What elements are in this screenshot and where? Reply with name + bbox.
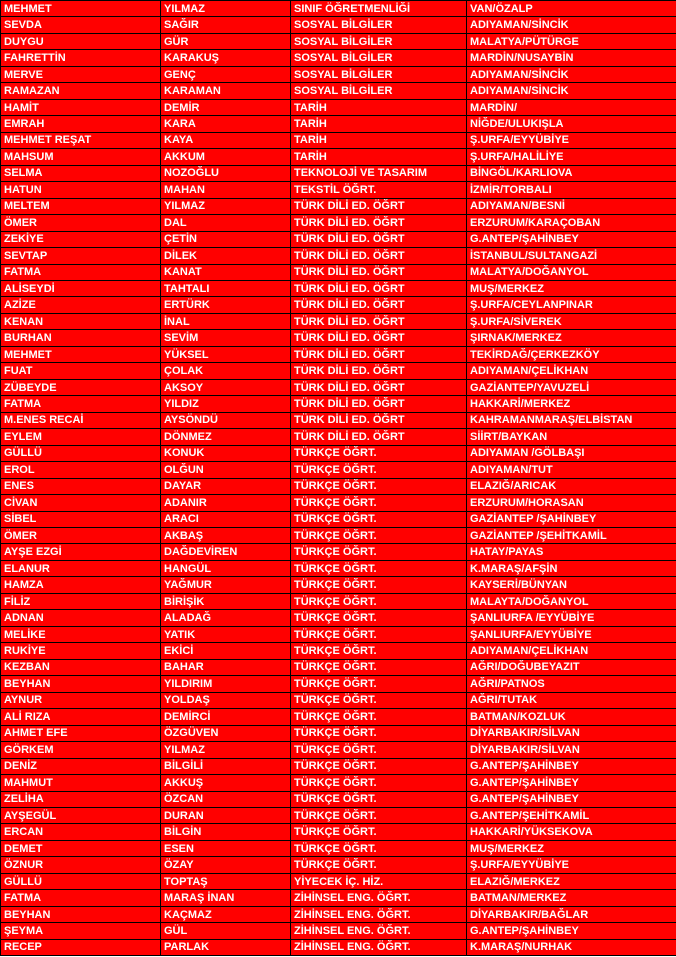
first-name-cell: DENİZ — [1, 758, 161, 774]
table-row — [1, 807, 676, 823]
first-name-cell: FATMA — [1, 396, 161, 412]
branch-cell: TÜRK DİLİ ED. ÖĞRT — [291, 231, 467, 247]
branch-cell: SINIF ÖĞRETMENLİĞİ — [291, 1, 467, 17]
location-cell: ADIYAMAN/ÇELİKHAN — [467, 643, 676, 659]
location-cell: BİNGÖL/KARLIOVA — [467, 165, 676, 181]
location-cell: ADIYAMAN/TUT — [467, 462, 676, 478]
first-name-cell: ADNAN — [1, 610, 161, 626]
branch-cell: TEKSTİL ÖĞRT. — [291, 182, 467, 198]
first-name-cell: HAMZA — [1, 577, 161, 593]
location-cell: ERZURUM/HORASAN — [467, 495, 676, 511]
branch-cell: ZİHİNSEL ENG. ÖĞRT. — [291, 923, 467, 939]
first-name-cell: BURHAN — [1, 330, 161, 346]
branch-cell: TÜRKÇE ÖĞRT. — [291, 775, 467, 791]
branch-cell: TÜRK DİLİ ED. ÖĞRT — [291, 264, 467, 280]
last-name-cell: YÜKSEL — [161, 346, 291, 362]
first-name-cell: RAMAZAN — [1, 83, 161, 99]
last-name-cell: ADANIR — [161, 495, 291, 511]
branch-cell: TÜRKÇE ÖĞRT. — [291, 692, 467, 708]
branch-cell: TÜRKÇE ÖĞRT. — [291, 840, 467, 856]
location-cell: HATAY/PAYAS — [467, 544, 676, 560]
branch-cell: TÜRK DİLİ ED. ÖĞRT — [291, 346, 467, 362]
first-name-cell: DUYGU — [1, 33, 161, 49]
table-row — [1, 280, 676, 296]
branch-cell: TÜRKÇE ÖĞRT. — [291, 643, 467, 659]
last-name-cell: AKKUŞ — [161, 775, 291, 791]
location-cell: MARDİN/NUSAYBİN — [467, 50, 676, 66]
location-cell: MUŞ/MERKEZ — [467, 840, 676, 856]
last-name-cell: KANAT — [161, 264, 291, 280]
branch-cell: TARİH — [291, 99, 467, 115]
first-name-cell: RUKİYE — [1, 643, 161, 659]
table-row — [1, 198, 676, 214]
branch-cell: TÜRKÇE ÖĞRT. — [291, 577, 467, 593]
table-row — [1, 346, 676, 362]
first-name-cell: MELTEM — [1, 198, 161, 214]
branch-cell: TÜRK DİLİ ED. ÖĞRT — [291, 330, 467, 346]
last-name-cell: ÇETİN — [161, 231, 291, 247]
table-row — [1, 99, 676, 115]
location-cell: NİĞDE/ULUKIŞLA — [467, 116, 676, 132]
location-cell: ERZURUM/KARAÇOBAN — [467, 215, 676, 231]
last-name-cell: GÜR — [161, 33, 291, 49]
branch-cell: TÜRKÇE ÖĞRT. — [291, 610, 467, 626]
table-row — [1, 643, 676, 659]
location-cell: G.ANTEP/ŞEHİTKAMİL — [467, 807, 676, 823]
location-cell: G.ANTEP/ŞAHİNBEY — [467, 758, 676, 774]
last-name-cell: OLĞUN — [161, 462, 291, 478]
branch-cell: SOSYAL BİLGİLER — [291, 66, 467, 82]
table-row — [1, 165, 676, 181]
branch-cell: TÜRK DİLİ ED. ÖĞRT — [291, 379, 467, 395]
location-cell: Ş.URFA/EYYÜBİYE — [467, 857, 676, 873]
location-cell: ŞANLIURFA /EYYÜBİYE — [467, 610, 676, 626]
first-name-cell: AHMET EFE — [1, 725, 161, 741]
table-row — [1, 906, 676, 922]
table-row — [1, 528, 676, 544]
branch-cell: SOSYAL BİLGİLER — [291, 83, 467, 99]
table-row — [1, 478, 676, 494]
location-cell: GAZİANTEP /ŞAHİNBEY — [467, 511, 676, 527]
first-name-cell: GÜLLÜ — [1, 873, 161, 889]
branch-cell: TÜRKÇE ÖĞRT. — [291, 544, 467, 560]
location-cell: AĞRI/PATNOS — [467, 676, 676, 692]
branch-cell: TÜRK DİLİ ED. ÖĞRT — [291, 215, 467, 231]
location-cell: İZMİR/TORBALI — [467, 182, 676, 198]
location-cell: SİİRT/BAYKAN — [467, 429, 676, 445]
first-name-cell: CİVAN — [1, 495, 161, 511]
first-name-cell: BEYHAN — [1, 676, 161, 692]
table-row — [1, 215, 676, 231]
last-name-cell: SEVİM — [161, 330, 291, 346]
location-cell: DİYARBAKIR/SİLVAN — [467, 725, 676, 741]
location-cell: İSTANBUL/SULTANGAZİ — [467, 248, 676, 264]
branch-cell: TÜRKÇE ÖĞRT. — [291, 593, 467, 609]
first-name-cell: ŞEYMA — [1, 923, 161, 939]
first-name-cell: ZELİHA — [1, 791, 161, 807]
branch-cell: TÜRK DİLİ ED. ÖĞRT — [291, 198, 467, 214]
last-name-cell: ÖZAY — [161, 857, 291, 873]
last-name-cell: SAĞIR — [161, 17, 291, 33]
first-name-cell: ALİSEYDİ — [1, 280, 161, 296]
table-row — [1, 1, 676, 17]
location-cell: ADIYAMAN/BESNİ — [467, 198, 676, 214]
branch-cell: TÜRKÇE ÖĞRT. — [291, 495, 467, 511]
location-cell: ŞIRNAK/MERKEZ — [467, 330, 676, 346]
last-name-cell: DEMİRCİ — [161, 709, 291, 725]
first-name-cell: ÖMER — [1, 215, 161, 231]
last-name-cell: YAĞMUR — [161, 577, 291, 593]
location-cell: ADIYAMAN/ÇELİKHAN — [467, 363, 676, 379]
location-cell: BATMAN/KOZLUK — [467, 709, 676, 725]
first-name-cell: HATUN — [1, 182, 161, 198]
branch-cell: TÜRKÇE ÖĞRT. — [291, 758, 467, 774]
branch-cell: TÜRKÇE ÖĞRT. — [291, 709, 467, 725]
last-name-cell: HANGÜL — [161, 560, 291, 576]
last-name-cell: YILMAZ — [161, 198, 291, 214]
last-name-cell: BAHAR — [161, 659, 291, 675]
table-body — [1, 1, 676, 956]
table-row — [1, 676, 676, 692]
first-name-cell: MEHMET REŞAT — [1, 132, 161, 148]
first-name-cell: ÖMER — [1, 528, 161, 544]
last-name-cell: AKSOY — [161, 379, 291, 395]
last-name-cell: BİLGİN — [161, 824, 291, 840]
first-name-cell: SİBEL — [1, 511, 161, 527]
branch-cell: ZİHİNSEL ENG. ÖĞRT. — [291, 906, 467, 922]
branch-cell: TÜRK DİLİ ED. ÖĞRT — [291, 363, 467, 379]
table-row — [1, 544, 676, 560]
first-name-cell: MAHMUT — [1, 775, 161, 791]
table-row — [1, 116, 676, 132]
branch-cell: TÜRK DİLİ ED. ÖĞRT — [291, 396, 467, 412]
table-row — [1, 330, 676, 346]
last-name-cell: GÜL — [161, 923, 291, 939]
first-name-cell: ZEKİYE — [1, 231, 161, 247]
location-cell: G.ANTEP/ŞAHİNBEY — [467, 231, 676, 247]
location-cell: Ş.URFA/EYYÜBİYE — [467, 132, 676, 148]
first-name-cell: RECEP — [1, 939, 161, 955]
first-name-cell: SEVTAP — [1, 248, 161, 264]
first-name-cell: DEMET — [1, 840, 161, 856]
location-cell: ADIYAMAN/SİNCİK — [467, 17, 676, 33]
branch-cell: TÜRKÇE ÖĞRT. — [291, 807, 467, 823]
branch-cell: TÜRK DİLİ ED. ÖĞRT — [291, 412, 467, 428]
location-cell: HAKKARİ/MERKEZ — [467, 396, 676, 412]
last-name-cell: NOZOĞLU — [161, 165, 291, 181]
branch-cell: TARİH — [291, 116, 467, 132]
table-row — [1, 182, 676, 198]
table-row — [1, 725, 676, 741]
branch-cell: TÜRKÇE ÖĞRT. — [291, 824, 467, 840]
table-row — [1, 264, 676, 280]
location-cell: AĞRI/TUTAK — [467, 692, 676, 708]
first-name-cell: EMRAH — [1, 116, 161, 132]
branch-cell: TÜRK DİLİ ED. ÖĞRT — [291, 248, 467, 264]
location-cell: Ş.URFA/SİVEREK — [467, 313, 676, 329]
last-name-cell: BİRİŞİK — [161, 593, 291, 609]
location-cell: HAKKARİ/YÜKSEKOVA — [467, 824, 676, 840]
first-name-cell: FUAT — [1, 363, 161, 379]
table-row — [1, 445, 676, 461]
first-name-cell: FATMA — [1, 890, 161, 906]
branch-cell: TÜRKÇE ÖĞRT. — [291, 676, 467, 692]
last-name-cell: AKBAŞ — [161, 528, 291, 544]
table-row — [1, 313, 676, 329]
table-row — [1, 873, 676, 889]
table-row — [1, 593, 676, 609]
table-row — [1, 939, 676, 955]
table-row — [1, 840, 676, 856]
first-name-cell: KEZBAN — [1, 659, 161, 675]
last-name-cell: ÖZCAN — [161, 791, 291, 807]
last-name-cell: YOLDAŞ — [161, 692, 291, 708]
last-name-cell: YILDIZ — [161, 396, 291, 412]
last-name-cell: BİLGİLİ — [161, 758, 291, 774]
table-row — [1, 824, 676, 840]
last-name-cell: YILDIRIM — [161, 676, 291, 692]
first-name-cell: ÖZNUR — [1, 857, 161, 873]
location-cell: G.ANTEP/ŞAHİNBEY — [467, 923, 676, 939]
table-row — [1, 577, 676, 593]
last-name-cell: KARAMAN — [161, 83, 291, 99]
branch-cell: TÜRK DİLİ ED. ÖĞRT — [291, 429, 467, 445]
location-cell: GAZİANTEP/YAVUZELİ — [467, 379, 676, 395]
branch-cell: SOSYAL BİLGİLER — [291, 33, 467, 49]
last-name-cell: KARA — [161, 116, 291, 132]
table-row — [1, 379, 676, 395]
last-name-cell: DAL — [161, 215, 291, 231]
table-row — [1, 742, 676, 758]
branch-cell: TÜRKÇE ÖĞRT. — [291, 560, 467, 576]
last-name-cell: KARAKUŞ — [161, 50, 291, 66]
location-cell: ADIYAMAN/SİNCİK — [467, 66, 676, 82]
last-name-cell: ALADAĞ — [161, 610, 291, 626]
table-row — [1, 363, 676, 379]
table-row — [1, 149, 676, 165]
location-cell: GAZİANTEP /ŞEHİTKAMİL — [467, 528, 676, 544]
location-cell: MUŞ/MERKEZ — [467, 280, 676, 296]
table-row — [1, 692, 676, 708]
location-cell: G.ANTEP/ŞAHİNBEY — [467, 791, 676, 807]
first-name-cell: AZİZE — [1, 297, 161, 313]
first-name-cell: KENAN — [1, 313, 161, 329]
first-name-cell: AYŞE EZGİ — [1, 544, 161, 560]
branch-cell: TÜRKÇE ÖĞRT. — [291, 725, 467, 741]
first-name-cell: MAHSUM — [1, 149, 161, 165]
branch-cell: TÜRKÇE ÖĞRT. — [291, 478, 467, 494]
location-cell: Ş.URFA/CEYLANPINAR — [467, 297, 676, 313]
first-name-cell: GÖRKEM — [1, 742, 161, 758]
location-cell: ŞANLIURFA/EYYÜBİYE — [467, 626, 676, 642]
location-cell: KAYSERİ/BÜNYAN — [467, 577, 676, 593]
first-name-cell: M.ENES RECAİ — [1, 412, 161, 428]
last-name-cell: KAÇMAZ — [161, 906, 291, 922]
table-row — [1, 462, 676, 478]
table-row — [1, 33, 676, 49]
last-name-cell: DAĞDEVİREN — [161, 544, 291, 560]
branch-cell: TARİH — [291, 132, 467, 148]
last-name-cell: KONUK — [161, 445, 291, 461]
first-name-cell: SELMA — [1, 165, 161, 181]
location-cell: TEKİRDAĞ/ÇERKEZKÖY — [467, 346, 676, 362]
location-cell: KAHRAMANMARAŞ/ELBİSTAN — [467, 412, 676, 428]
table-row — [1, 17, 676, 33]
last-name-cell: DİLEK — [161, 248, 291, 264]
branch-cell: TÜRKÇE ÖĞRT. — [291, 528, 467, 544]
table-row — [1, 396, 676, 412]
location-cell: K.MARAŞ/NURHAK — [467, 939, 676, 955]
branch-cell: ZİHİNSEL ENG. ÖĞRT. — [291, 890, 467, 906]
branch-cell: TÜRKÇE ÖĞRT. — [291, 511, 467, 527]
first-name-cell: FATMA — [1, 264, 161, 280]
first-name-cell: EYLEM — [1, 429, 161, 445]
branch-cell: TARİH — [291, 149, 467, 165]
table-row — [1, 83, 676, 99]
location-cell: BATMAN/MERKEZ — [467, 890, 676, 906]
branch-cell: TÜRKÇE ÖĞRT. — [291, 626, 467, 642]
table-row — [1, 231, 676, 247]
location-cell: K.MARAŞ/AFŞİN — [467, 560, 676, 576]
first-name-cell: GÜLLÜ — [1, 445, 161, 461]
table-row — [1, 758, 676, 774]
last-name-cell: DÖNMEZ — [161, 429, 291, 445]
first-name-cell: MEHMET — [1, 1, 161, 17]
first-name-cell: FİLİZ — [1, 593, 161, 609]
first-name-cell: SEVDA — [1, 17, 161, 33]
last-name-cell: ESEN — [161, 840, 291, 856]
last-name-cell: KAYA — [161, 132, 291, 148]
table-row — [1, 659, 676, 675]
location-cell: MALATYA/DOĞANYOL — [467, 264, 676, 280]
table-row — [1, 132, 676, 148]
location-cell: DİYARBAKIR/SİLVAN — [467, 742, 676, 758]
last-name-cell: ÖZGÜVEN — [161, 725, 291, 741]
last-name-cell: MARAŞ İNAN — [161, 890, 291, 906]
first-name-cell: MELİKE — [1, 626, 161, 642]
last-name-cell: MAHAN — [161, 182, 291, 198]
first-name-cell: AYŞEGÜL — [1, 807, 161, 823]
last-name-cell: ÇOLAK — [161, 363, 291, 379]
first-name-cell: ZÜBEYDE — [1, 379, 161, 395]
table-row — [1, 248, 676, 264]
last-name-cell: ARACI — [161, 511, 291, 527]
last-name-cell: DEMİR — [161, 99, 291, 115]
last-name-cell: YATIK — [161, 626, 291, 642]
table-row — [1, 511, 676, 527]
table-row — [1, 923, 676, 939]
last-name-cell: TAHTALI — [161, 280, 291, 296]
branch-cell: YİYECEK İÇ. HİZ. — [291, 873, 467, 889]
table-row — [1, 50, 676, 66]
table-row — [1, 66, 676, 82]
last-name-cell: İNAL — [161, 313, 291, 329]
table-row — [1, 857, 676, 873]
table-row — [1, 429, 676, 445]
branch-cell: SOSYAL BİLGİLER — [291, 17, 467, 33]
location-cell: MALAYTA/DOĞANYOL — [467, 593, 676, 609]
table-row — [1, 297, 676, 313]
last-name-cell: AKKUM — [161, 149, 291, 165]
location-cell: DİYARBAKIR/BAĞLAR — [467, 906, 676, 922]
location-cell: ADIYAMAN /GÖLBAŞI — [467, 445, 676, 461]
branch-cell: SOSYAL BİLGİLER — [291, 50, 467, 66]
last-name-cell: EKİCİ — [161, 643, 291, 659]
table-row — [1, 495, 676, 511]
location-cell: MARDİN/ — [467, 99, 676, 115]
table-row — [1, 890, 676, 906]
branch-cell: TÜRK DİLİ ED. ÖĞRT — [291, 280, 467, 296]
branch-cell: TÜRKÇE ÖĞRT. — [291, 659, 467, 675]
last-name-cell: AYSÖNDÜ — [161, 412, 291, 428]
branch-cell: TÜRK DİLİ ED. ÖĞRT — [291, 313, 467, 329]
last-name-cell: PARLAK — [161, 939, 291, 955]
branch-cell: TÜRKÇE ÖĞRT. — [291, 742, 467, 758]
table-row — [1, 412, 676, 428]
last-name-cell: ERTÜRK — [161, 297, 291, 313]
location-cell: Ş.URFA/HALİLİYE — [467, 149, 676, 165]
first-name-cell: ERCAN — [1, 824, 161, 840]
table-row — [1, 709, 676, 725]
location-cell: MALATYA/PÜTÜRGE — [467, 33, 676, 49]
location-cell: ADIYAMAN/SİNCİK — [467, 83, 676, 99]
table-row — [1, 560, 676, 576]
location-cell: ELAZIĞ/ARICAK — [467, 478, 676, 494]
first-name-cell: AYNUR — [1, 692, 161, 708]
table-row — [1, 610, 676, 626]
last-name-cell: DURAN — [161, 807, 291, 823]
branch-cell: TÜRKÇE ÖĞRT. — [291, 857, 467, 873]
location-cell: ELAZIĞ/MERKEZ — [467, 873, 676, 889]
location-cell: G.ANTEP/ŞAHİNBEY — [467, 775, 676, 791]
first-name-cell: HAMİT — [1, 99, 161, 115]
last-name-cell: YILMAZ — [161, 742, 291, 758]
location-cell: VAN/ÖZALP — [467, 1, 676, 17]
last-name-cell: DAYAR — [161, 478, 291, 494]
first-name-cell: BEYHAN — [1, 906, 161, 922]
first-name-cell: MEHMET — [1, 346, 161, 362]
last-name-cell: GENÇ — [161, 66, 291, 82]
location-cell: AĞRI/DOĞUBEYAZIT — [467, 659, 676, 675]
branch-cell: ZİHİNSEL ENG. ÖĞRT. — [291, 939, 467, 955]
table-row — [1, 775, 676, 791]
table-row — [1, 626, 676, 642]
branch-cell: TEKNOLOJİ VE TASARIM — [291, 165, 467, 181]
first-name-cell: ALİ RIZA — [1, 709, 161, 725]
branch-cell: TÜRKÇE ÖĞRT. — [291, 791, 467, 807]
table-row — [1, 791, 676, 807]
branch-cell: TÜRKÇE ÖĞRT. — [291, 445, 467, 461]
first-name-cell: MERVE — [1, 66, 161, 82]
first-name-cell: ENES — [1, 478, 161, 494]
branch-cell: TÜRK DİLİ ED. ÖĞRT — [291, 297, 467, 313]
branch-cell: TÜRKÇE ÖĞRT. — [291, 462, 467, 478]
last-name-cell: TOPTAŞ — [161, 873, 291, 889]
first-name-cell: FAHRETTİN — [1, 50, 161, 66]
last-name-cell: YILMAZ — [161, 1, 291, 17]
first-name-cell: ELANUR — [1, 560, 161, 576]
first-name-cell: EROL — [1, 462, 161, 478]
